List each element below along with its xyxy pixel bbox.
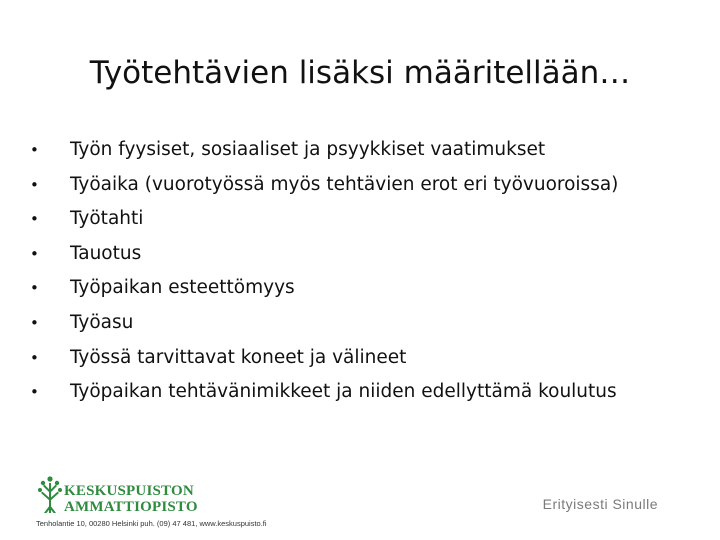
bullet-item	[30, 273, 690, 308]
bullet-item	[30, 308, 690, 343]
bullet-dot: •	[30, 313, 39, 332]
bullet-text: Työssä tarvittavat koneet ja välineet	[70, 346, 407, 368]
bullet-list	[30, 135, 690, 412]
bullet-item	[30, 377, 690, 412]
bullet-dot: •	[30, 383, 39, 402]
bullet-dot: •	[30, 244, 39, 263]
logo-text-line1: KESKUSPUISTON	[64, 483, 194, 499]
bullet-text: Työaika (vuorotyössä myös tehtävien erot eri työvuoroissa)	[70, 173, 619, 195]
tree-people-logo-icon	[36, 475, 64, 515]
slide-title: Työtehtävien lisäksi määritellään…	[89, 54, 631, 91]
bullet-text: Työpaikan esteettömyys	[70, 277, 295, 299]
bullet-text: Työtahti	[70, 208, 144, 230]
bullet-item	[30, 239, 690, 274]
bullet-item	[30, 343, 690, 378]
bullet-dot: •	[30, 348, 39, 367]
bullet-dot: •	[30, 210, 39, 229]
bullet-text: Työasu	[70, 311, 134, 333]
bullet-dot: •	[30, 175, 39, 194]
school-logo	[36, 475, 206, 519]
bullet-item	[30, 204, 690, 239]
footer-address: Tenholantie 10, 00280 Helsinki puh. (09) 47 481, www.keskuspuisto.fi	[36, 519, 267, 528]
footer-tagline: Erityisesti Sinulle	[542, 496, 658, 512]
bullet-text: Työn fyysiset, sosiaaliset ja psyykkiset vaatimukset	[70, 139, 546, 160]
bullet-text: Tauotus	[70, 242, 142, 264]
bullet-dot: •	[30, 141, 39, 159]
bullet-dot: •	[30, 279, 39, 298]
logo-text-line2: AMMATTIOPISTO	[64, 499, 198, 515]
bullet-item	[30, 170, 690, 205]
bullet-text: Työpaikan tehtävänimikkeet ja niiden edellyttämä koulutus	[70, 381, 617, 403]
bullet-item	[30, 135, 690, 170]
